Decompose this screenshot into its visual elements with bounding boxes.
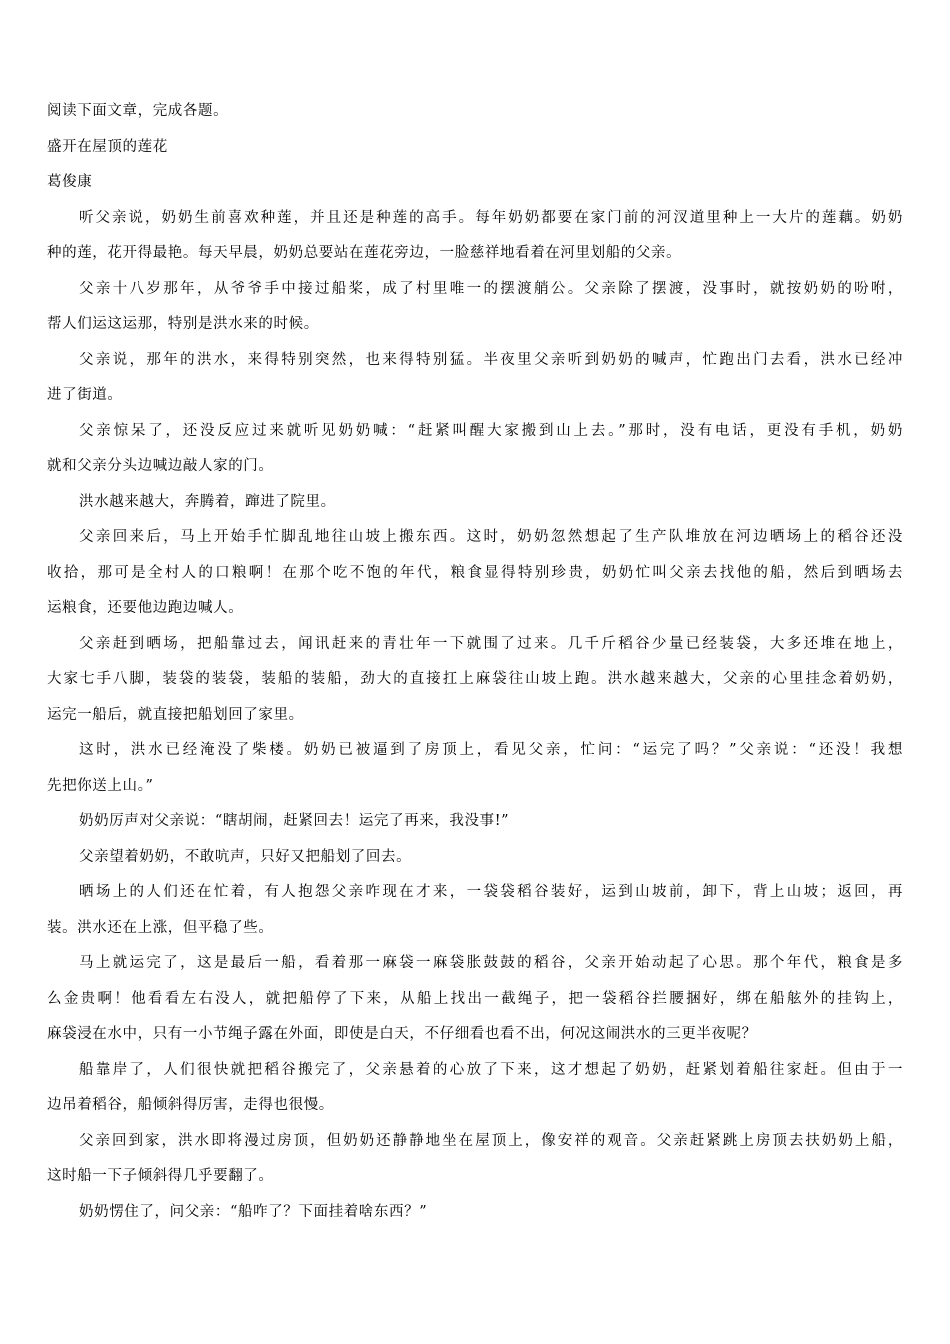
paragraph-line: 种的莲，花开得最艳。每天早晨，奶奶总要站在莲花旁边，一脸慈祥地看着在河里划船的父亲。 xyxy=(47,245,682,261)
paragraph-line: 奶奶厉声对父亲说：“瞎胡闹，赶紧回去！运完了再来，我没事!” xyxy=(79,813,510,829)
paragraph-line: 先把你送上山。” xyxy=(47,777,154,794)
paragraph-line: 奶奶愣住了，问父亲：“船咋了？下面挂着啥东西？” xyxy=(79,1203,428,1220)
paragraph-line: 父亲望着奶奶，不敢吭声，只好又把船划了回去。 xyxy=(79,848,412,865)
paragraph xyxy=(47,420,907,491)
document-page xyxy=(47,100,907,1236)
paragraph-line: 帮人们运这运那，特别是洪水来的时候。 xyxy=(47,316,319,332)
article-body xyxy=(47,207,907,1237)
paragraph-line: 父亲回来后，马上开始手忙脚乱地往山坡上搬东西。这时，奶奶忽然想起了生产队堆放在河边晒场上的稻谷还没 xyxy=(79,529,903,545)
paragraph-line: 父亲十八岁那年，从爷爷手中接过船桨，成了村里唯一的摆渡艄公。父亲除了摆渡，没事时，就按奶奶的吩咐， xyxy=(79,280,903,297)
paragraph-line: 就和父亲分头边喊边敲人家的门。 xyxy=(47,458,274,474)
instruction-line: 阅读下面文章，完成各题。 xyxy=(47,103,229,119)
paragraph-line: 边吊着稻谷，船倾斜得厉害，走得也很慢。 xyxy=(47,1097,334,1113)
paragraph-line: 船靠岸了，人们很快就把稻谷搬完了，父亲悬着的心放了下来，这才想起了奶奶，赶紧划着船往家赶。但由于一 xyxy=(79,1061,903,1078)
paragraph xyxy=(47,349,907,420)
paragraph-line: 大家七手八脚，装袋的装袋，装船的装船，劲大的直接扛上麻袋往山坡上跑。洪水越来越大，父亲的心里挂念着奶奶， xyxy=(47,671,903,687)
paragraph-line: 运粮食，还要他边跑边喊人。 xyxy=(47,600,244,616)
paragraph-line: 进了街道。 xyxy=(47,387,123,403)
paragraph xyxy=(47,633,907,740)
paragraph-line: 父亲赶到晒场，把船靠过去，闻讯赶来的青壮年一下就围了过来。几千斤稻谷少量已经装袋，大多还堆在地上， xyxy=(79,635,903,652)
paragraph xyxy=(47,526,907,633)
paragraph-line: 父亲回到家，洪水即将漫过房顶，但奶奶还静静地坐在屋顶上，像安祥的观音。父亲赶紧跳上房顶去扶奶奶上船， xyxy=(79,1132,903,1149)
paragraph-line: 父亲惊呆了，还没反应过来就听见奶奶喊：“赶紧叫醒大家搬到山上去。”那时，没有电话，更没有手机，奶奶 xyxy=(79,422,903,439)
paragraph xyxy=(47,207,907,278)
paragraph xyxy=(47,952,907,1059)
paragraph xyxy=(47,491,907,527)
paragraph xyxy=(47,739,907,810)
paragraph xyxy=(47,278,907,349)
paragraph-line: 听父亲说，奶奶生前喜欢种莲，并且还是种莲的高手。每年奶奶都要在家门前的河汊道里种上一大片的莲藕。奶奶 xyxy=(79,209,903,226)
article-title: 盛开在屋顶的莲花 xyxy=(47,138,168,155)
article-author: 葛俊康 xyxy=(47,174,93,190)
paragraph-line: 收拾，那可是全村人的口粮啊！在那个吃不饱的年代，粮食显得特别珍贵，奶奶忙叫父亲去找他的船，然后到晒场去 xyxy=(47,564,903,581)
paragraph-line: 洪水越来越大，奔腾着，蹿进了院里。 xyxy=(79,493,336,510)
paragraph xyxy=(47,810,907,846)
paragraph-line: 晒场上的人们还在忙着，有人抱怨父亲咋现在才来，一袋袋稻谷装好，运到山坡前，卸下，背上山坡；返回，再 xyxy=(79,884,903,900)
paragraph xyxy=(47,1059,907,1130)
paragraph-line: 这时船一下子倾斜得几乎要翻了。 xyxy=(47,1168,274,1184)
paragraph xyxy=(47,846,907,882)
paragraph-line: 麻袋浸在水中，只有一小节绳子露在外面，即使是白天，不仔细看也看不出，何况这闹洪水的三更半夜呢？ xyxy=(47,1026,757,1042)
paragraph-line: 装。洪水还在上涨，但平稳了些。 xyxy=(47,919,274,936)
paragraph-line: 运完一船后，就直接把船划回了家里。 xyxy=(47,706,304,723)
paragraph xyxy=(47,1130,907,1201)
paragraph-line: 这时，洪水已经淹没了柴楼。奶奶已被逼到了房顶上，看见父亲，忙问：“运完了吗？”父亲说：“还没！我想 xyxy=(79,742,903,758)
paragraph-line: 父亲说，那年的洪水，来得特别突然，也来得特别猛。半夜里父亲听到奶奶的喊声，忙跑出门去看，洪水已经冲 xyxy=(79,351,903,368)
paragraph-line: 马上就运完了，这是最后一船，看着那一麻袋一麻袋胀鼓鼓的稻谷，父亲开始动起了心思。那个年代，粮食是多 xyxy=(79,955,903,971)
paragraph xyxy=(47,1201,907,1237)
paragraph xyxy=(47,881,907,952)
paragraph-line: 么金贵啊！他看看左右没人，就把船停了下来，从船上找出一截绳子，把一袋稻谷拦腰捆好，绑在船舷外的挂钩上， xyxy=(47,990,903,1007)
